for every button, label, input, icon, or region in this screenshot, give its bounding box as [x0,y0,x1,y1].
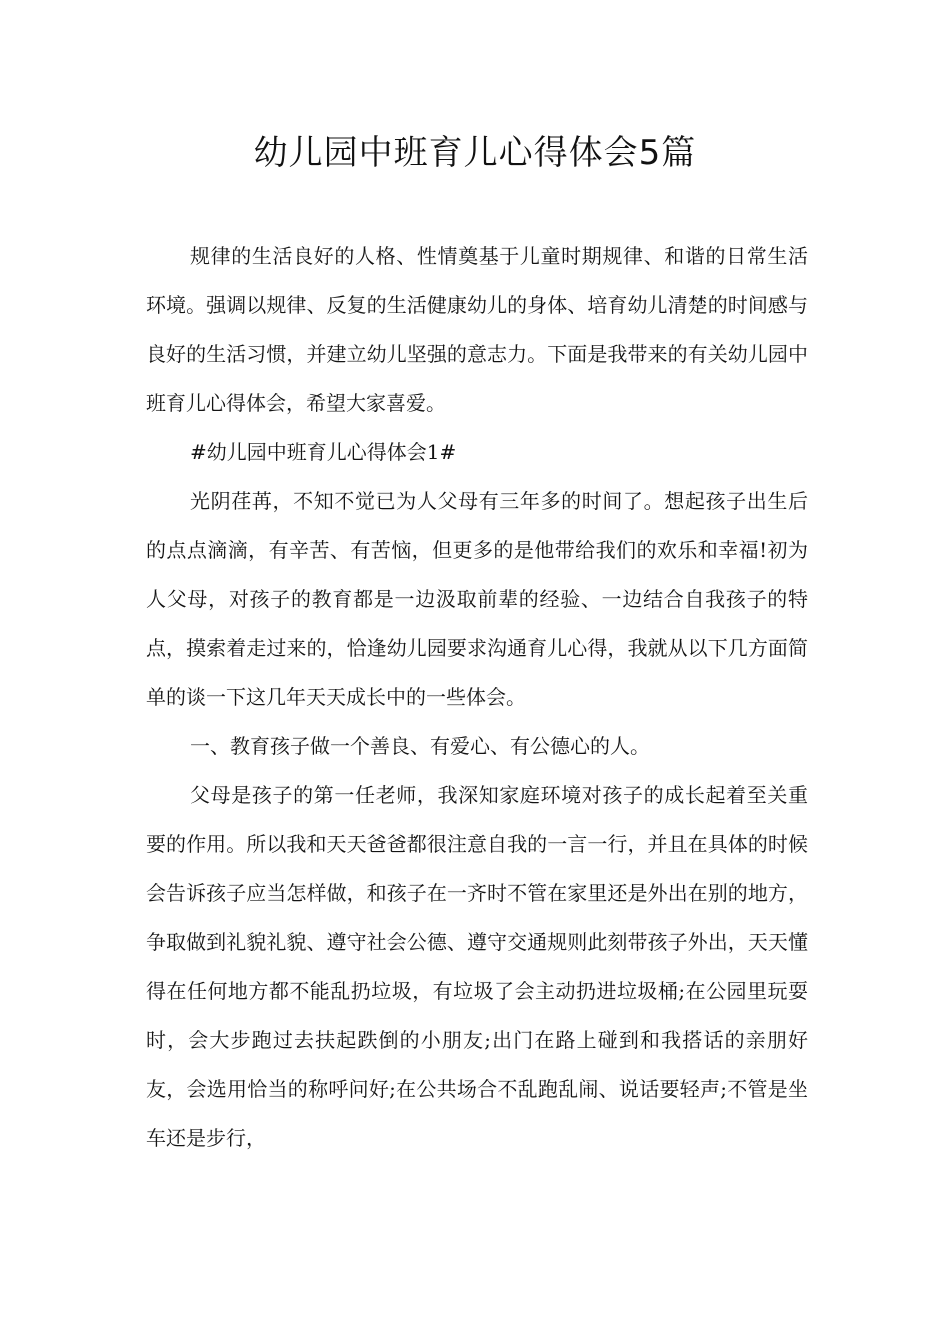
document-body [146,232,808,1163]
subsection-heading: 一、教育孩子做一个善良、有爱心、有公德心的人。 [190,734,650,758]
section-heading-1: #幼儿园中班育儿心得体会1# [190,440,457,464]
document-title: 幼儿园中班育儿心得体会5篇 [253,133,697,173]
body-paragraph: 父母是孩子的第一任老师，我深知家庭环境对孩子的成长起着至关重要的作用。所以我和天天爸爸都很注意自我的一言一行，并且在具体的时候会告诉孩子应当怎样做，和孩子在一齐时不管在家里还是外出在别的地方，争取做到礼貌礼貌、遵守社会公德、遵守交通规则此刻带孩子外出，天天懂得在任何地方都不能乱扔垃圾，有垃圾了会主动扔进垃圾桶;在公园里玩耍时，会大步跑过去扶起跌倒的小朋友;出门在路上碰到和我搭话的亲朋好友，会选用恰当的称呼问好;在公共场合不乱跑乱闹、说话要轻声;不管是坐车还是步行， [146,783,808,1150]
intro-paragraph: 规律的生活良好的人格、性情奠基于儿童时期规律、和谐的日常生活环境。强调以规律、反复的生活健康幼儿的身体、培育幼儿清楚的时间感与良好的生活习惯，并建立幼儿坚强的意志力。下面是我带来的有关幼儿园中班育儿心得体会，希望大家喜爱。 [146,244,808,415]
body-paragraph: 光阴荏苒，不知不觉已为人父母有三年多的时间了。想起孩子出生后的点点滴滴，有辛苦、有苦恼，但更多的是他带给我们的欢乐和幸福!初为人父母，对孩子的教育都是一边汲取前辈的经验、一边结合自我孩子的特点，摸索着走过来的，恰逢幼儿园要求沟通育儿心得，我就从以下几方面简单的谈一下这几年天天成长中的一些体会。 [146,489,808,709]
